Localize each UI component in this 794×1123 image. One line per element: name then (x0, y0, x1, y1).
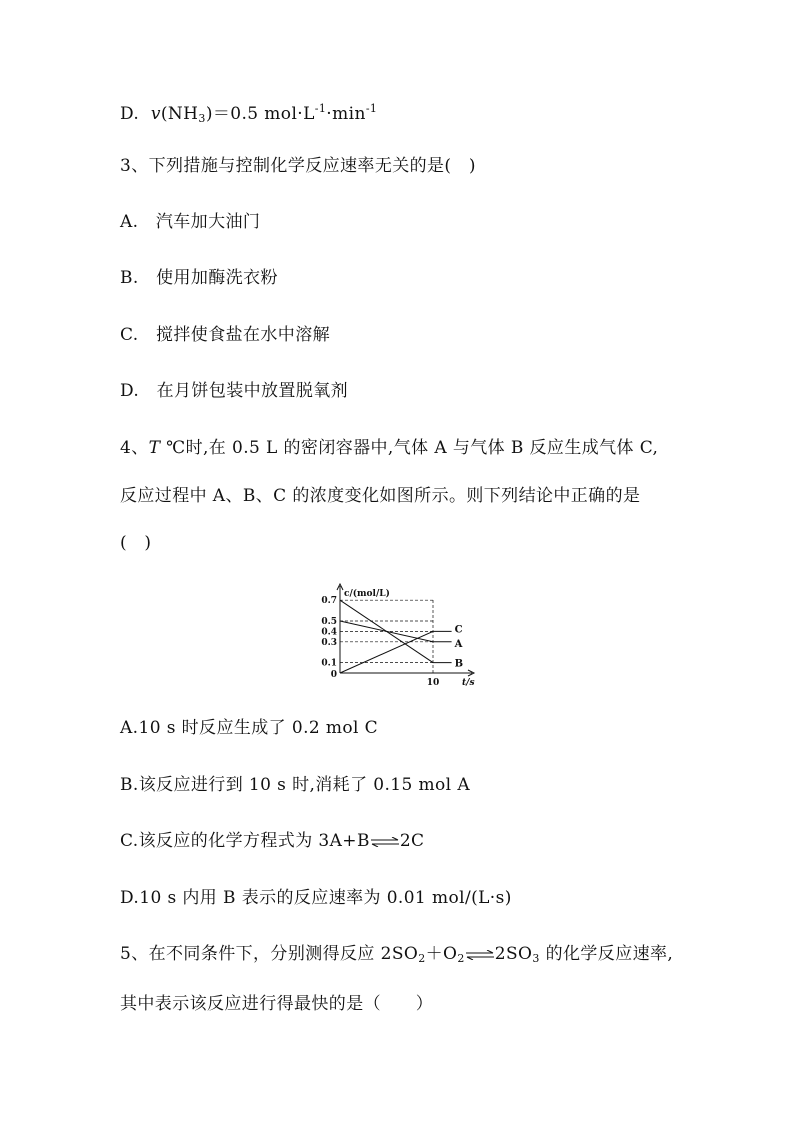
q4-option-d: D.10 s 内用 B 表示的反应速率为 0.01 mol/(L·s) (120, 888, 512, 908)
q4-option-c (120, 831, 424, 851)
option-text: C.该反应的化学方程式为 3A+B (120, 831, 370, 851)
series-label-B: B (454, 658, 464, 670)
q5-stem-line1 (120, 944, 673, 969)
q3-option-d: D. 在月饼包装中放置脱氧剂 (120, 381, 349, 401)
y-tick-label: 0.1 (321, 658, 337, 669)
stem-text: ℃时,在 0.5 L 的密闭容器中,气体 A 与气体 B 反应生成气体 C, (160, 438, 659, 458)
stem-text: 2SO (494, 944, 533, 964)
q4-option-a: A.10 s 时反应生成了 0.2 mol C (120, 718, 379, 738)
y-tick-label: 0.3 (321, 637, 337, 648)
y-axis-label: c/(mol/L) (344, 589, 390, 599)
option-letter: D. (120, 104, 140, 124)
equilibrium-arrow-icon (370, 837, 400, 847)
q3-stem: 3、下列措施与控制化学反应速率无关的是( ) (120, 156, 476, 176)
q3-option-c: C. 搅拌使食盐在水中溶解 (120, 325, 331, 345)
y-tick-label: 0.4 (321, 627, 337, 638)
series-label-C: C (454, 624, 463, 636)
stem-text: ＋O (425, 944, 458, 964)
temperature-symbol: T (148, 438, 161, 458)
formula-part: )＝0.5 mol·L (205, 104, 315, 124)
q3-option-b: B. 使用加酶洗衣粉 (120, 268, 278, 288)
formula-part: ·min (326, 104, 366, 124)
subscript: 3 (532, 952, 540, 965)
series-label-A: A (454, 638, 463, 650)
q5-stem-line2: 其中表示该反应进行得最快的是（ ） (120, 994, 434, 1014)
q4-option-b: B.该反应进行到 10 s 时,消耗了 0.15 mol A (120, 775, 470, 795)
subscript: 2 (457, 952, 465, 965)
subscript: 2 (418, 952, 426, 965)
rate-symbol: v (150, 104, 161, 124)
equilibrium-arrow-icon (465, 950, 495, 960)
stem-text: 的化学反应速率, (539, 944, 674, 964)
q4-stem-line1 (120, 438, 658, 458)
y-tick-label: 0.7 (321, 596, 337, 607)
q4-stem-line3: ( ) (120, 533, 152, 553)
x-tick-label: 10 (426, 678, 440, 688)
option-text: 2C (399, 831, 425, 851)
q4-stem-line2: 反应过程中 A、B、C 的浓度变化如图所示。则下列结论中正确的是 (120, 486, 641, 506)
subscript: 3 (198, 112, 206, 125)
formula-part: (NH (160, 104, 199, 124)
superscript: -1 (314, 102, 327, 115)
y-tick-label: 0 (330, 670, 337, 680)
y-tick-label: 0.5 (321, 617, 337, 627)
q2-option-d (120, 99, 377, 129)
superscript: -1 (365, 102, 378, 115)
q3-option-a: A. 汽车加大油门 (120, 212, 261, 232)
x-axis-label: t/s (462, 678, 475, 688)
stem-text: 5、在不同条件下，分别测得反应 2SO (120, 944, 419, 964)
question-number: 4、 (120, 438, 149, 458)
concentration-time-chart (300, 580, 490, 690)
